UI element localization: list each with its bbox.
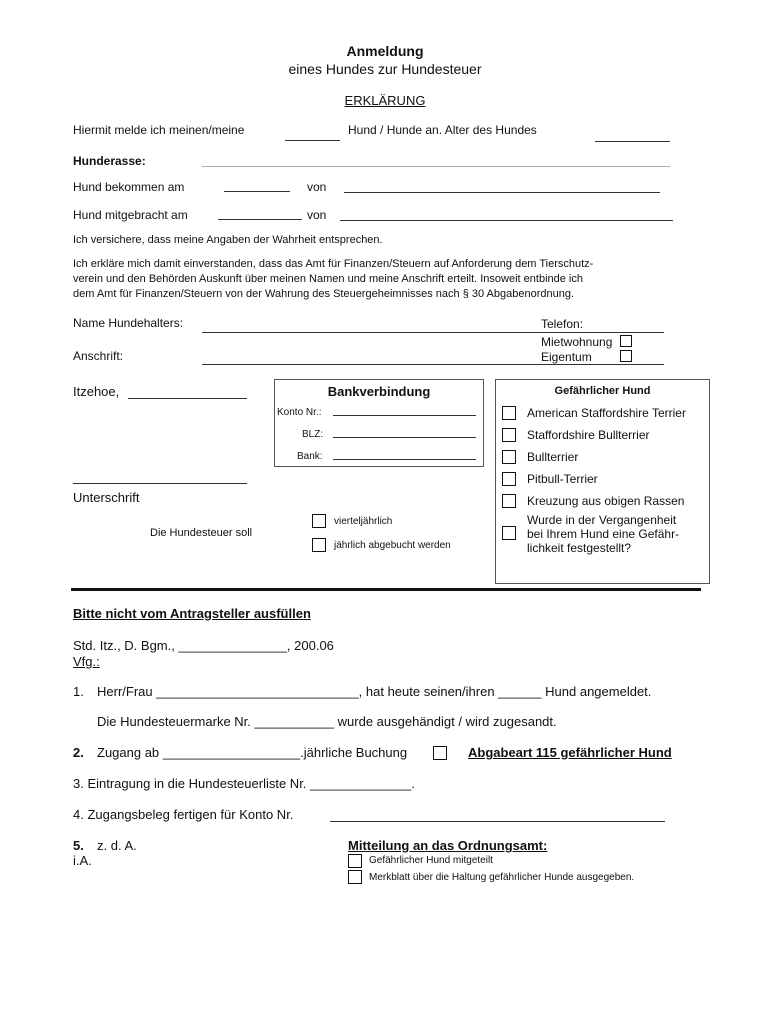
yearly-checkbox[interactable] bbox=[312, 538, 326, 552]
breed-option: American Staffordshire Terrier bbox=[527, 406, 686, 420]
item-4-text: 4. Zugangsbeleg fertigen für Konto Nr. bbox=[73, 807, 294, 822]
breed-field[interactable] bbox=[202, 166, 670, 167]
yearly-booking-checkbox[interactable] bbox=[433, 746, 447, 760]
item-5-number: 5. bbox=[73, 838, 84, 853]
item-2-number: 2. bbox=[73, 745, 84, 760]
dog-age-field[interactable] bbox=[595, 141, 670, 142]
bank-title: Bankverbindung bbox=[327, 384, 431, 399]
reference-line: Std. Itz., D. Bgm., _______________, 200.06 bbox=[73, 638, 334, 653]
consent-line-3: dem Amt für Finanzen/Steuern von der Wahrung des Steuergeheimnisses nach § 30 Abgabenordnung. bbox=[73, 288, 575, 300]
notice-option-1: Gefährlicher Hund mitgeteilt bbox=[369, 855, 493, 866]
breed-checkbox[interactable] bbox=[502, 406, 516, 420]
account-label: Konto Nr.: bbox=[277, 407, 322, 418]
rent-label: Mietwohnung bbox=[541, 335, 613, 349]
signature-line[interactable] bbox=[73, 483, 247, 484]
account-number-field[interactable] bbox=[330, 821, 665, 822]
breed-checkbox[interactable] bbox=[502, 494, 516, 508]
brought-date-field[interactable] bbox=[218, 219, 302, 220]
consent-line-2: verein und den Behörden Auskunft über meinen Namen und meine Anschrift erteilt. Insoweit entbinde ich bbox=[73, 273, 583, 285]
breed-label: Hunderasse: bbox=[73, 154, 146, 168]
declaration-heading: ERKLÄRUNG bbox=[344, 93, 426, 108]
item-1-number: 1. bbox=[73, 684, 84, 699]
dog-count-field[interactable] bbox=[285, 140, 340, 141]
brought-from-field[interactable] bbox=[340, 220, 673, 221]
office-heading: Bitte nicht vom Antragsteller ausfüllen bbox=[73, 606, 311, 621]
section-divider bbox=[71, 588, 701, 591]
breed-option: Pitbull-Terrier bbox=[527, 472, 598, 486]
phone-label: Telefon: bbox=[541, 317, 584, 331]
brought-label: Hund mitgebracht am bbox=[73, 208, 188, 222]
notice-heading: Mitteilung an das Ordnungsamt: bbox=[348, 838, 548, 853]
own-checkbox[interactable] bbox=[620, 350, 632, 362]
dangerousness-checkbox[interactable] bbox=[502, 526, 516, 540]
bank-label: Bank: bbox=[297, 451, 323, 462]
breed-checkbox[interactable] bbox=[502, 472, 516, 486]
yearly-label: jährlich abgebucht werden bbox=[334, 540, 451, 551]
item-2-text: Zugang ab ___________________.jährliche Buchung bbox=[97, 745, 408, 760]
received-from-field[interactable] bbox=[344, 192, 660, 193]
item-5-text: z. d. A. bbox=[97, 838, 137, 853]
account-field[interactable] bbox=[333, 415, 476, 416]
breed-option: Staffordshire Bullterrier bbox=[527, 428, 650, 442]
received-from-label: von bbox=[307, 180, 327, 194]
tax-should-label: Die Hundesteuer soll bbox=[150, 527, 253, 539]
signature-label: Unterschrift bbox=[73, 490, 140, 505]
breed-option: Kreuzung aus obigen Rassen bbox=[527, 494, 685, 508]
breed-option: Bullterrier bbox=[527, 450, 579, 464]
breed-checkbox[interactable] bbox=[502, 450, 516, 464]
form-subtitle: eines Hundes zur Hundesteuer bbox=[288, 61, 482, 77]
notice-option-2: Merkblatt über die Haltung gefährlicher Hunde ausgegeben. bbox=[369, 872, 635, 883]
notice-checkbox-2[interactable] bbox=[348, 870, 362, 884]
bank-field[interactable] bbox=[333, 459, 476, 460]
assurance-text: Ich versichere, dass meine Angaben der Wahrheit entsprechen. bbox=[73, 234, 383, 246]
dangerousness-question-1: Wurde in der Vergangenheit bbox=[527, 513, 677, 527]
dangerousness-question-2: bei Ihrem Hund eine Gefähr- bbox=[527, 527, 680, 541]
ia-label: i.A. bbox=[73, 853, 92, 868]
brought-from-label: von bbox=[307, 208, 327, 222]
register-label: Hiermit melde ich meinen/meine bbox=[73, 123, 245, 137]
item-3-text: 3. Eintragung in die Hundesteuerliste Nr. ______________. bbox=[73, 776, 415, 791]
address-label: Anschrift: bbox=[73, 349, 124, 363]
address-field[interactable] bbox=[202, 364, 664, 365]
quarterly-checkbox[interactable] bbox=[312, 514, 326, 528]
item-1-text: Herr/Frau ____________________________, hat heute seinen/ihren ______ Hund angemeldet. bbox=[97, 684, 652, 699]
rent-checkbox[interactable] bbox=[620, 335, 632, 347]
blz-field[interactable] bbox=[333, 437, 476, 438]
own-label: Eigentum bbox=[541, 350, 592, 364]
received-date-field[interactable] bbox=[224, 191, 290, 192]
dangerousness-question-3: lichkeit festgestellt? bbox=[527, 541, 632, 555]
owner-field[interactable] bbox=[202, 332, 664, 333]
owner-label: Name Hundehalters: bbox=[73, 316, 184, 330]
received-label: Hund bekommen am bbox=[73, 180, 185, 194]
place-label: Itzehoe, bbox=[73, 384, 120, 399]
item-1b-text: Die Hundesteuermarke Nr. ___________ wurde ausgehändigt / wird zugesandt. bbox=[97, 714, 557, 729]
consent-line-1: Ich erkläre mich damit einverstanden, dass das Amt für Finanzen/Steuern auf Anforderung dem Tierschutz- bbox=[73, 258, 594, 270]
levy-type-label: Abgabeart 115 gefährlicher Hund bbox=[468, 745, 672, 760]
breed-checkbox[interactable] bbox=[502, 428, 516, 442]
quarterly-label: vierteljährlich bbox=[334, 516, 393, 527]
vfg-label: Vfg.: bbox=[73, 654, 100, 669]
age-label: Hund / Hunde an. Alter des Hundes bbox=[348, 123, 537, 137]
dangerous-title: Gefährlicher Hund bbox=[554, 385, 651, 397]
notice-checkbox-1[interactable] bbox=[348, 854, 362, 868]
form-title: Anmeldung bbox=[346, 43, 424, 59]
date-field[interactable] bbox=[128, 398, 247, 399]
blz-label: BLZ: bbox=[302, 429, 324, 440]
